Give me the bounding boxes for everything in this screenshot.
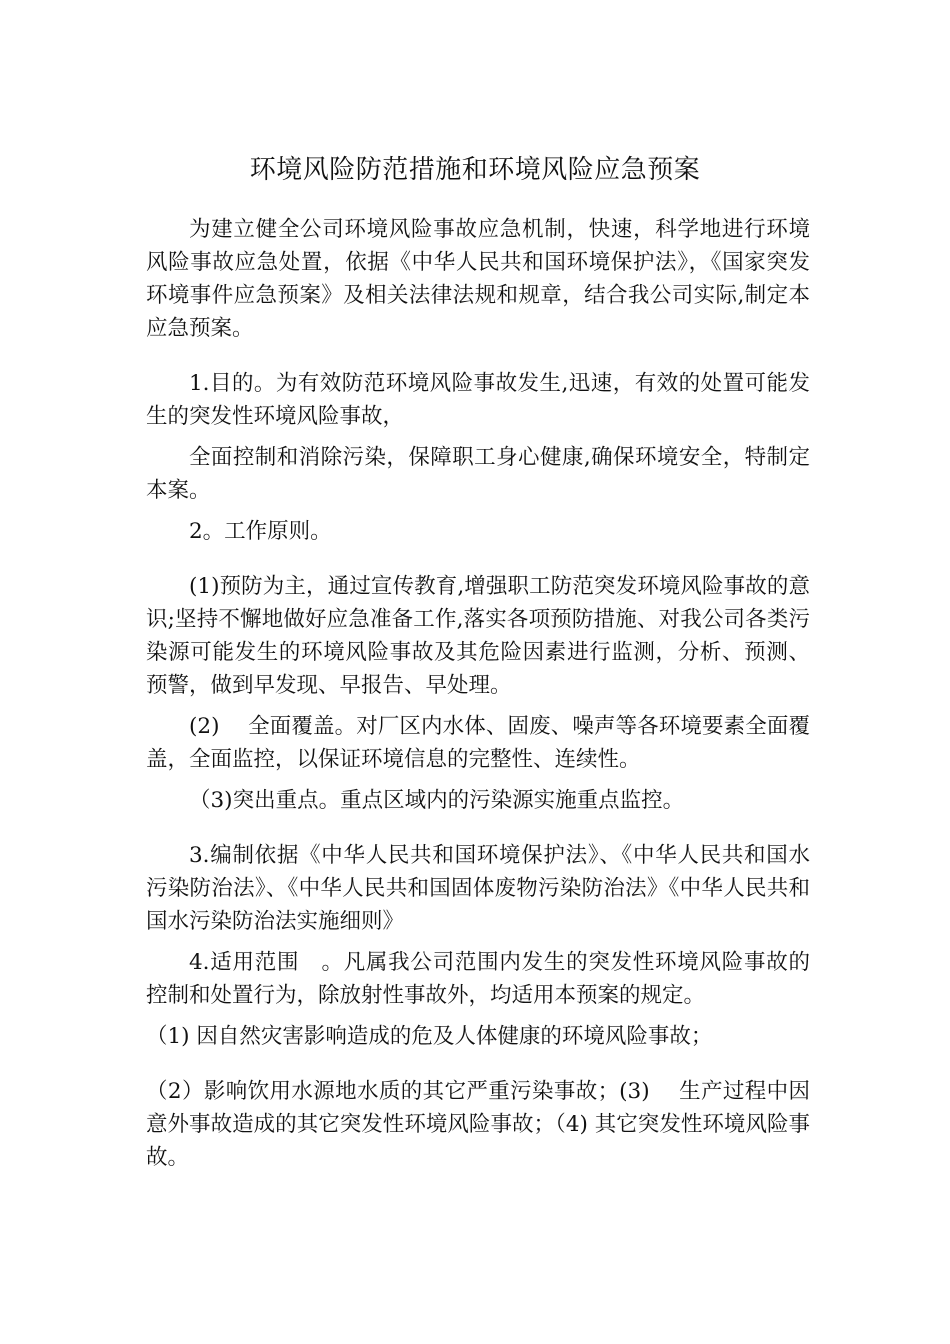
paragraph-basis: 3.编制依据《中华人民共和国环境保护法》、《中华人民共和国水污染防治法》、《中华人民共和国固体废物污染防治法》《中华人民共和国水污染防治法实施细则》: [146, 843, 810, 934]
document-title: 环境风险防范措施和环境风险应急预案: [249, 155, 701, 185]
document-body: [146, 213, 810, 1174]
paragraph-scope: 4.适用范围 。凡属我公司范围内发生的突发性环境风险事故的控制和处置行为，除放射性事故外，均适用本预案的规定。: [146, 950, 810, 1008]
paragraph-purpose-continued: 全面控制和消除污染，保障职工身心健康,确保环境安全，特制定本案。: [146, 445, 810, 503]
paragraph-scope-items-2-4: （2）影响饮用水源地水质的其它严重污染事故；(3) 生产过程中因意外事故造成的其它突发性环境风险事故；（4) 其它突发性环境风险事故。: [146, 1079, 810, 1170]
paragraph-intro: 为建立健全公司环境风险事故应急机制，快速，科学地进行环境风险事故应急处置，依据《中华人民共和国环境保护法》，《国家突发环境事件应急预案》及相关法律法规和规章，结合我公司实际,制定本应急预案。: [146, 217, 810, 341]
paragraph-principle-3: （3)突出重点。重点区域内的污染源实施重点监控。: [189, 788, 685, 813]
paragraph-scope-item-1: （1) 因自然灾害影响造成的危及人体健康的环境风险事故；: [146, 1024, 713, 1049]
paragraph-purpose: 1.目的。为有效防范环境风险事故发生,迅速，有效的处置可能发生的突发性环境风险事故，: [146, 371, 810, 429]
paragraph-principle-1: (1)预防为主，通过宣传教育,增强职工防范突发环境风险事故的意识;坚持不懈地做好应急准备工作,落实各项预防措施、对我公司各类污染源可能发生的环境风险事故及其危险因素进行监测，分析、预测、预警，做到早发现、早报告、早处理。: [146, 574, 810, 698]
paragraph-principles-heading: 2。工作原则。: [189, 519, 332, 544]
paragraph-principle-2: (2) 全面覆盖。对厂区内水体、固废、噪声等各环境要素全面覆盖，全面监控，以保证环境信息的完整性、连续性。: [146, 714, 810, 772]
